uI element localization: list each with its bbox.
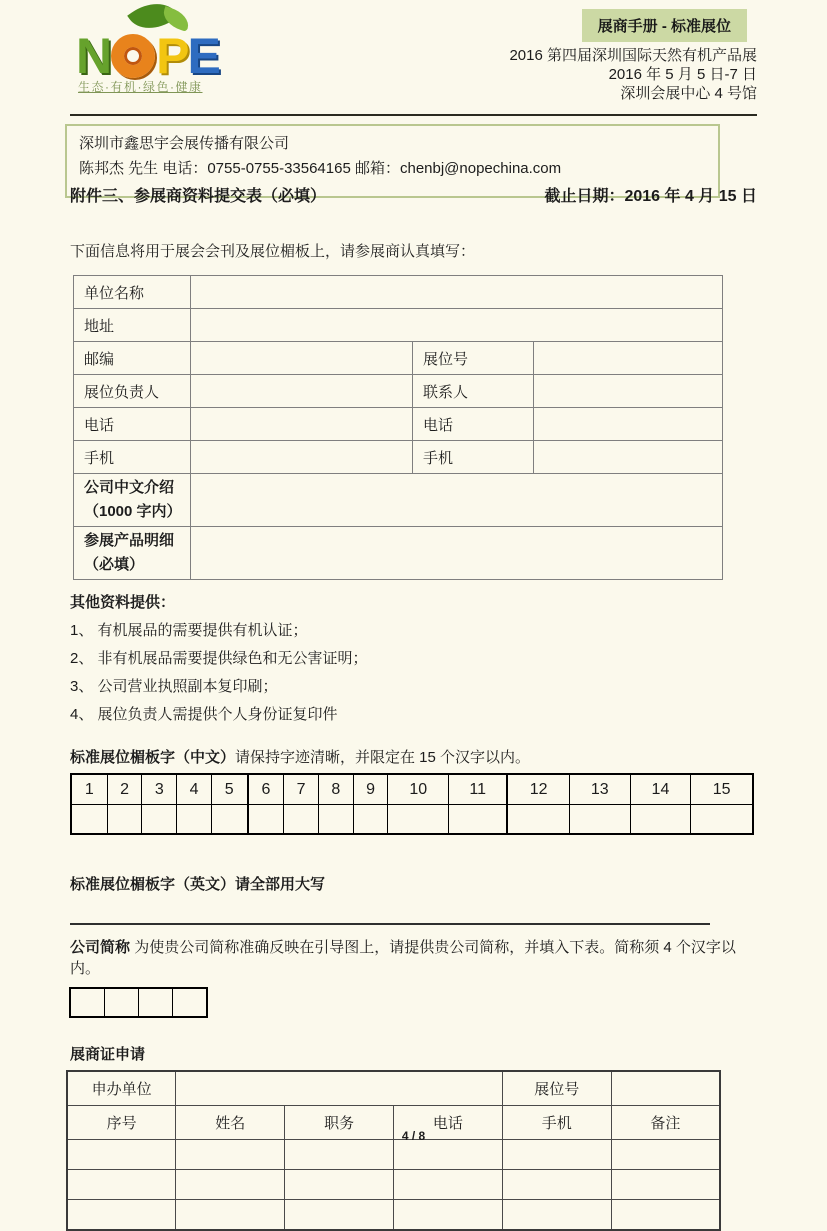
label-contact-person: 联系人 (413, 375, 534, 408)
abbr-input-cell[interactable] (139, 988, 173, 1017)
input-company-intro[interactable] (191, 474, 723, 527)
fascia-cn-title (70, 746, 757, 767)
input-zip[interactable] (191, 342, 413, 375)
cert-input-cell[interactable] (285, 1140, 394, 1170)
col-header-position: 职务 (285, 1106, 394, 1140)
col-header-remark: 备注 (611, 1106, 720, 1140)
fascia-cell-number: 8 (319, 774, 354, 805)
fascia-input-cell[interactable] (248, 805, 284, 835)
fascia-input-cell[interactable] (449, 805, 508, 835)
intro-text: 下面信息将用于展会会刊及展位楣板上，请参展商认真填写： (70, 243, 476, 260)
cert-input-cell[interactable] (285, 1170, 394, 1200)
fascia-cell-number: 7 (284, 774, 319, 805)
input-contact-person[interactable] (534, 375, 723, 408)
input-booth-manager[interactable] (191, 375, 413, 408)
cert-input-cell[interactable] (611, 1200, 720, 1231)
abbr-text: 为使贵公司简称准确反映在引导图上，请提供贵公司简称，并填入下表。简称须 4 个汉字以内。 (70, 939, 736, 977)
logo-letter-o-orange-icon (111, 34, 155, 78)
input-cert-booth-no[interactable] (611, 1071, 720, 1106)
input-product-detail[interactable] (191, 527, 723, 580)
fascia-cn-title-bold: 标准展位楣板字（中文） (70, 749, 236, 766)
table-row (74, 375, 723, 408)
fascia-cell-number: 13 (569, 774, 630, 805)
event-venue: 深圳会展中心 4 号馆 (620, 85, 757, 102)
other-materials-title: 其他资料提供： (70, 594, 176, 611)
label-address: 地址 (74, 309, 191, 342)
cert-input-cell[interactable] (67, 1200, 176, 1231)
cert-input-cell[interactable] (502, 1170, 611, 1200)
event-title: 2016 第四届深圳国际天然有机产品展 (509, 47, 757, 64)
input-applicant-unit[interactable] (176, 1071, 502, 1106)
cert-input-cell[interactable] (502, 1200, 611, 1231)
fascia-cell-number: 1 (71, 774, 107, 805)
label-mobile-1: 手机 (74, 441, 191, 474)
fascia-input-cell[interactable] (569, 805, 630, 835)
col-header-phone: 电话 (393, 1106, 502, 1140)
fascia-cell-number: 11 (449, 774, 508, 805)
fascia-cn-title-rest: 请保持字迹清晰，并限定在 15 个汉字以内。 (235, 749, 531, 766)
exhibitor-info-table (73, 275, 723, 580)
fascia-input-cell[interactable] (388, 805, 449, 835)
label-phone-1: 电话 (74, 408, 191, 441)
cert-input-cell[interactable] (176, 1170, 285, 1200)
fascia-input-cell[interactable] (319, 805, 354, 835)
abbr-input-cell[interactable] (173, 988, 208, 1017)
label-booth-manager: 展位负责人 (74, 375, 191, 408)
fascia-input-cell[interactable] (284, 805, 319, 835)
fascia-en-title: 标准展位楣板字（英文）请全部用大写 (70, 876, 326, 893)
cert-input-cell[interactable] (393, 1200, 502, 1231)
list-item: 4、 展位负责人需提供个人身份证复印件 (70, 706, 338, 723)
cert-input-cell[interactable] (176, 1200, 285, 1231)
label-cert-booth-no: 展位号 (502, 1071, 611, 1106)
cert-input-cell[interactable] (502, 1140, 611, 1170)
cert-input-cell[interactable] (67, 1170, 176, 1200)
fascia-cell-number: 14 (630, 774, 691, 805)
fascia-input-cell[interactable] (507, 805, 569, 835)
list-item: 1、 有机展品的需要提供有机认证； (70, 622, 308, 639)
fascia-cell-number: 6 (248, 774, 284, 805)
page-number: 4 / 8 (401, 1129, 426, 1143)
input-mobile-2[interactable] (534, 441, 723, 474)
label-unit-name: 单位名称 (74, 276, 191, 309)
abbr-paragraph (70, 936, 757, 978)
input-phone-1[interactable] (191, 408, 413, 441)
table-row (74, 441, 723, 474)
label-applicant-unit: 申办单位 (67, 1071, 176, 1106)
nope-logo (72, 2, 252, 98)
input-booth-no[interactable] (534, 342, 723, 375)
table-row (74, 309, 723, 342)
table-row (74, 408, 723, 441)
input-unit-name[interactable] (191, 276, 723, 309)
table-row (70, 988, 207, 1017)
cert-input-cell[interactable] (393, 1140, 502, 1170)
abbr-label: 公司简称 (70, 939, 131, 956)
fascia-cell-number: 4 (177, 774, 212, 805)
cert-input-cell[interactable] (285, 1200, 394, 1231)
input-address[interactable] (191, 309, 723, 342)
table-row (74, 527, 723, 580)
fascia-cell-number: 12 (507, 774, 569, 805)
fascia-cn-table (70, 773, 754, 835)
attachment-heading-row (70, 183, 757, 206)
fascia-cell-number: 3 (142, 774, 177, 805)
fascia-input-cell[interactable] (691, 805, 753, 835)
badge-application-table (66, 1070, 721, 1231)
table-row (67, 1200, 720, 1231)
col-header-mobile: 手机 (502, 1106, 611, 1140)
cert-input-cell[interactable] (393, 1170, 502, 1200)
fascia-cell-number: 2 (107, 774, 142, 805)
organizer-contact-line: 陈邦杰 先生 电话：0755-0755-33564165 邮箱：chenbj@nopechina.com (79, 160, 562, 177)
manual-type-badge: 展商手册 - 标准展位 (582, 9, 747, 42)
label-zip: 邮编 (74, 342, 191, 375)
list-item: 2、 非有机展品需要提供绿色和无公害证明； (70, 650, 368, 667)
logo-letters (76, 28, 219, 84)
table-row (74, 474, 723, 527)
fascia-cell-number: 5 (211, 774, 247, 805)
table-row (71, 774, 753, 805)
fascia-input-cell[interactable] (211, 805, 247, 835)
attachment-title: 附件三、参展商资料提交表（必填） (70, 188, 327, 205)
fascia-input-cell[interactable] (630, 805, 691, 835)
input-mobile-1[interactable] (191, 441, 413, 474)
label-phone-2: 电话 (413, 408, 534, 441)
table-row (67, 1140, 720, 1170)
fascia-input-cell[interactable] (177, 805, 212, 835)
list-item: 3、 公司营业执照副本复印刷； (70, 678, 278, 695)
logo-letter-p: P (156, 28, 188, 84)
fascia-input-cell[interactable] (107, 805, 142, 835)
col-header-name: 姓名 (176, 1106, 285, 1140)
label-mobile-2: 手机 (413, 441, 534, 474)
event-info (509, 46, 757, 103)
abbr-input-cell[interactable] (105, 988, 139, 1017)
logo-letter-n: N (76, 28, 111, 84)
label-booth-no: 展位号 (413, 342, 534, 375)
table-row (71, 805, 753, 835)
cert-input-cell[interactable] (176, 1140, 285, 1170)
logo-letter-e: E (187, 28, 219, 84)
fascia-input-cell[interactable] (142, 805, 177, 835)
label-product-detail: 参展产品明细（必填） (74, 527, 191, 580)
table-row (67, 1170, 720, 1200)
cert-input-cell[interactable] (611, 1140, 720, 1170)
abbr-input-cell[interactable] (70, 988, 105, 1017)
fascia-cell-number: 9 (353, 774, 388, 805)
cert-input-cell[interactable] (67, 1140, 176, 1170)
page-header (70, 0, 757, 116)
badge-application-title: 展商证申请 (70, 1046, 146, 1063)
event-dates: 2016 年 5 月 5 日-7 日 (608, 66, 757, 83)
cert-input-cell[interactable] (611, 1170, 720, 1200)
table-row (67, 1071, 720, 1106)
logo-tagline: 生态·有机·绿色·健康 (78, 80, 203, 94)
deadline-text: 截止日期：2016 年 4 月 15 日 (544, 188, 757, 205)
label-company-intro: 公司中文介绍（1000 字内） (74, 474, 191, 527)
fascia-input-cell[interactable] (353, 805, 388, 835)
organizer-company: 深圳市鑫思宇会展传播有限公司 (79, 135, 290, 152)
fascia-en-write-line[interactable] (70, 923, 710, 925)
table-row (74, 276, 723, 309)
abbr-table (69, 987, 208, 1018)
input-phone-2[interactable] (534, 408, 723, 441)
fascia-cell-number: 15 (691, 774, 753, 805)
fascia-cell-number: 10 (388, 774, 449, 805)
fascia-input-cell[interactable] (71, 805, 107, 835)
table-row (74, 342, 723, 375)
col-header-index: 序号 (67, 1106, 176, 1140)
